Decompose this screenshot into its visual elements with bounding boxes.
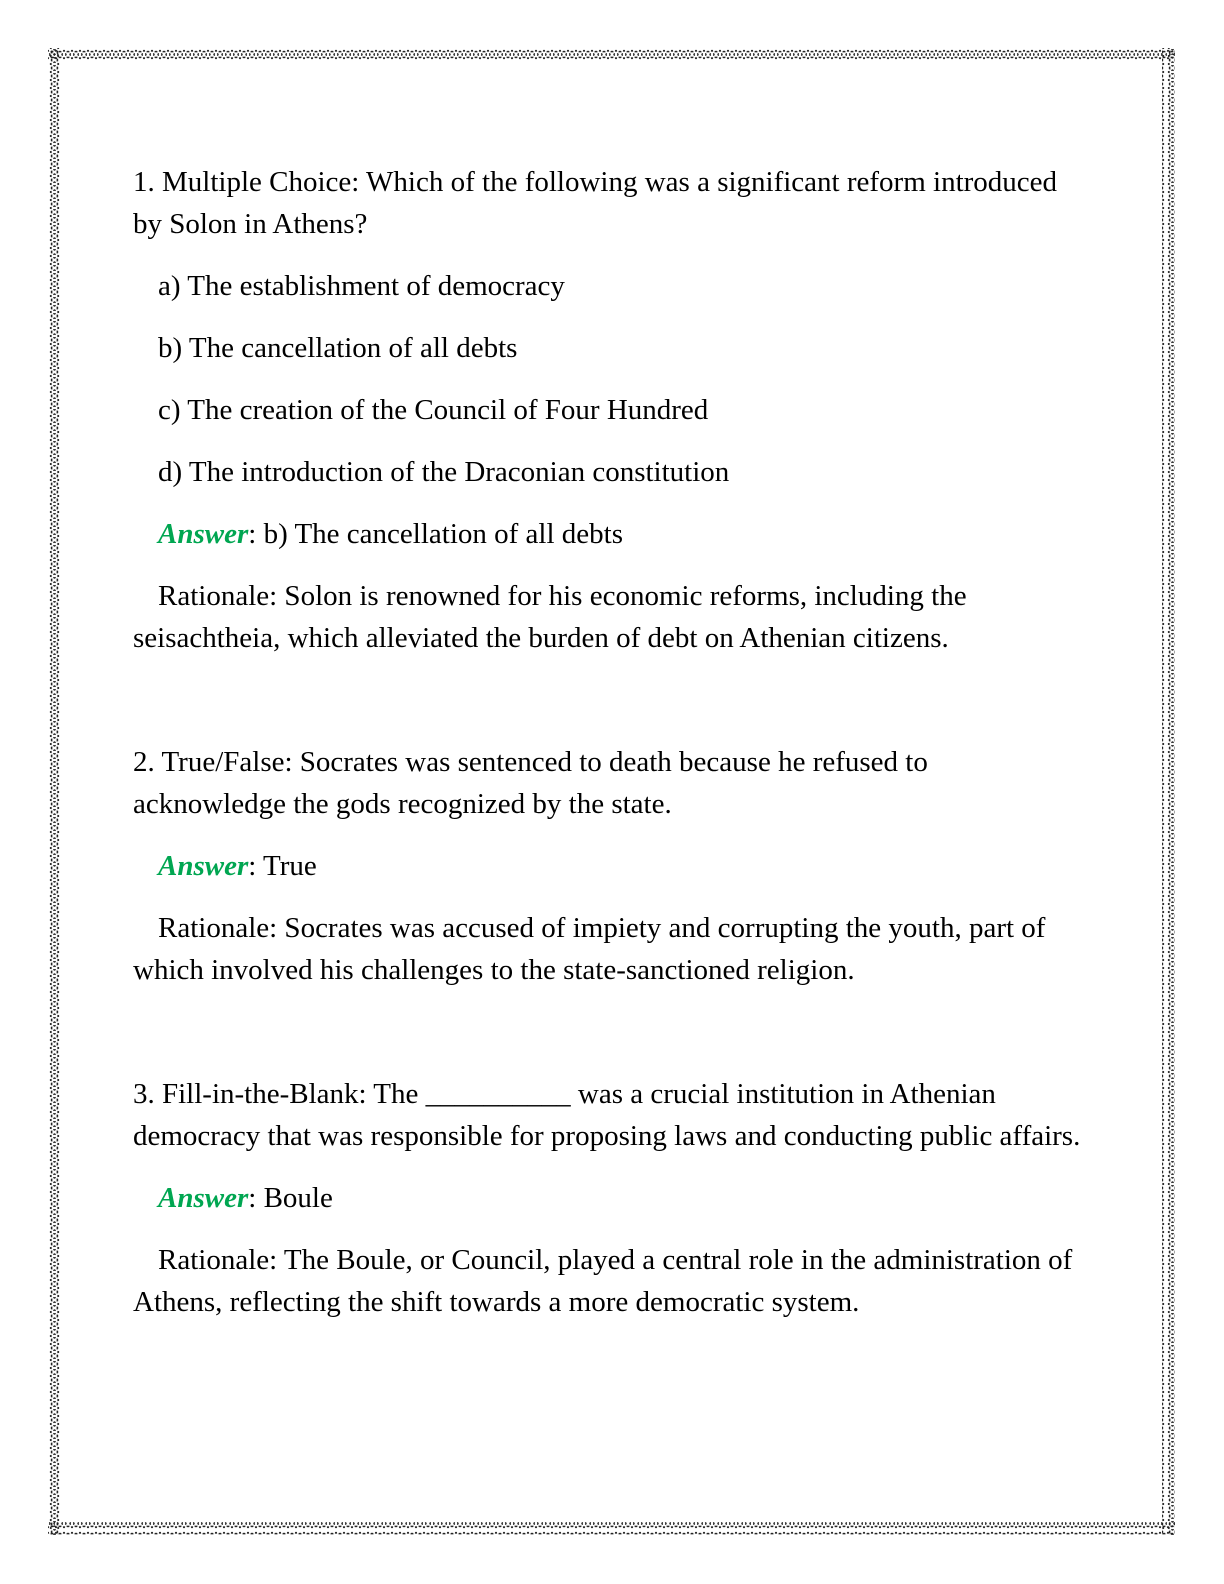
option-a: a) The establishment of democracy: [158, 270, 565, 302]
rationale-text: Rationale: The Boule, or Council, played a central role in the administration of Athens, reflecting the shift towards a more democratic system.: [133, 1244, 1073, 1318]
answer-line: [133, 1177, 1081, 1219]
question-block-2: [133, 741, 1081, 991]
question-block-3: [133, 1073, 1081, 1323]
answer-label: Answer: [158, 1182, 249, 1214]
answer-text: : Boule: [248, 1182, 333, 1214]
quiz-content: [133, 161, 1081, 1343]
answer-text: : b) The cancellation of all debts: [248, 518, 623, 550]
option-d: d) The introduction of the Draconian constitution: [158, 456, 730, 488]
question-prompt: 1. Multiple Choice: Which of the following was a significant reform introduced by Solon in Athens?: [133, 166, 1058, 240]
answer-text: : True: [248, 850, 317, 882]
question-prompt: 3. Fill-in-the-Blank: The __________ was a crucial institution in Athenian democracy that was responsible for proposing laws and conducting public affairs.: [133, 1078, 1081, 1152]
answer-line: [133, 513, 1081, 555]
rationale-text: Rationale: Solon is renowned for his economic reforms, including the seisachtheia, which alleviated the burden of debt on Athenian citizens.: [133, 580, 967, 654]
answer-line: [133, 845, 1081, 887]
question-prompt: 2. True/False: Socrates was sentenced to death because he refused to acknowledge the gods recognized by the state.: [133, 746, 928, 820]
option-b: b) The cancellation of all debts: [158, 332, 518, 364]
answer-label: Answer: [158, 518, 249, 550]
question-block-1: [133, 161, 1081, 659]
rationale-text: Rationale: Socrates was accused of impiety and corrupting the youth, part of which involved his challenges to the state-sanctioned religion.: [133, 912, 1046, 986]
option-c: c) The creation of the Council of Four Hundred: [158, 394, 709, 426]
answer-label: Answer: [158, 850, 249, 882]
